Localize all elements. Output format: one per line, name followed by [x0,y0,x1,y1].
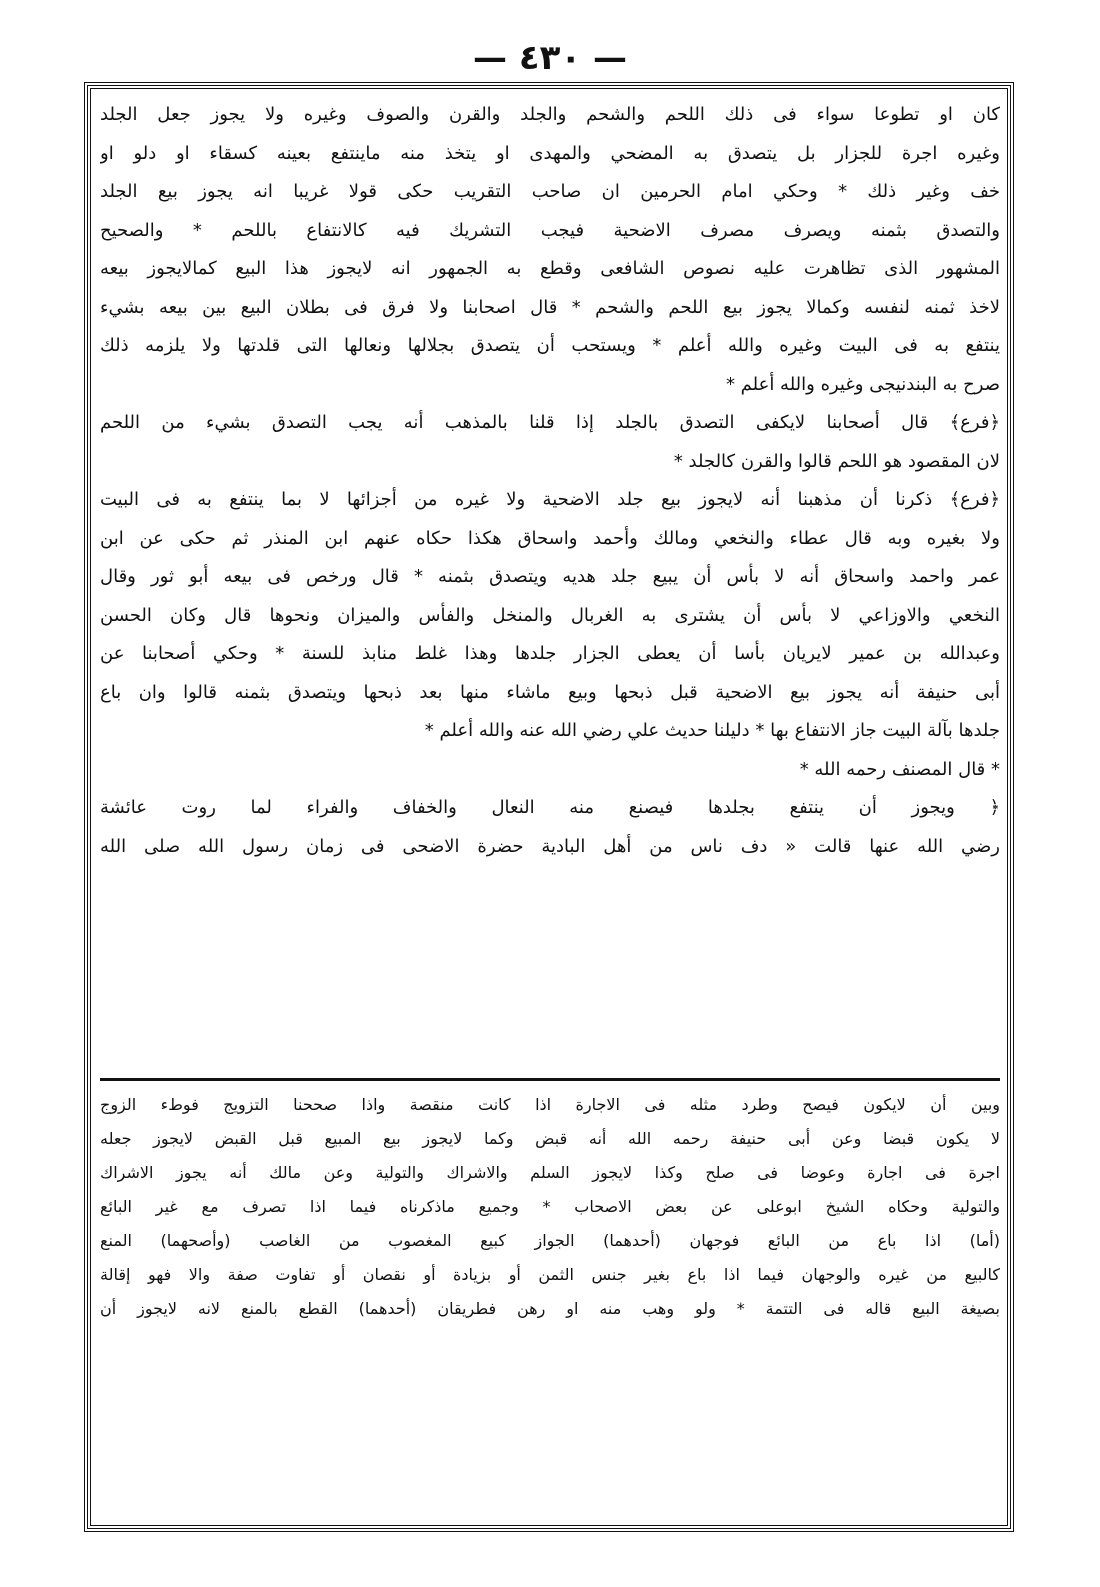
footnote-line: كالبيع من غيره والوجهان فيما اذا باع بغير جنس الثمن أو بزيادة أو نقصان أو تفاوت صفة والا فهو إقالة [100,1265,1000,1284]
section-heading: * قال المصنف رحمه الله * [799,758,1000,780]
text-line: وغيره اجرة للجزار بل يتصدق به المضحي والمهدى او يتخذ منه ماينتفع بعينه كسقاء او دلو او [100,142,1000,164]
text-line: ﴿ ويجوز أن ينتفع بجلدها فيصنع منه النعال والخفاف والفراء لما روت عائشة [100,797,1000,818]
footnote-line: والتولية وحكاه الشيخ ابوعلى عن بعض الاصحاب * وجميع ماذكرناه فيما اذا تصرف مع غير البائع [100,1197,1000,1216]
text-line: لاخذ ثمنه لنفسه وكمالا يجوز بيع اللحم والشحم * قال اصحابنا ولا فرق فى بطلان البيع بين بيعه بشيء [100,296,1000,318]
text-line: جلدها بآلة البيت جاز الانتفاع بها * دليلنا حديث علي رضي الله عنه والله أعلم * [424,720,1000,741]
footnote-line: وبين أن لايكون فيصح وطرد مثله فى الاجارة اذا كانت منقصة واذا صححنا التزويج فوطء الزوج [100,1095,1000,1114]
text-line: لان المقصود هو اللحم قالوا والقرن كالجلد * [673,450,1000,472]
footnote-line: (أما) اذا باع من البائع فوجهان (أحدهما) الجواز كبيع المغصوب من الغاصب (وأصحهما) المنع [100,1231,1000,1250]
text-line: المشهور الذى تظاهرت عليه نصوص الشافعى وقطع به الجمهور انه لايجوز هذا البيع كمالايجوز بيعه [100,258,1000,279]
text-line: صرح به البندنيجى وغيره والله أعلم * [725,373,1000,395]
text-line: النخعي والاوزاعي لا بأس أن يشترى به الغربال والمنخل والفأس والميزان ونحوها قال وكان الحسن [100,604,1000,626]
footnote-text-body [100,1088,1000,1326]
text-line: كان او تطوعا سواء فى ذلك اللحم والشحم والجلد والقرن والصوف وغيره ولا يجوز جعل الجلد [100,104,1000,125]
text-line: خف وغير ذلك * وحكي امام الحرمين ان صاحب التقريب حكى قولا غريبا انه يجوز بيع الجلد [100,181,1000,202]
footnote-separator [100,1078,1000,1081]
text-line: ﴿فرع﴾ قال أصحابنا لايكفى التصدق بالجلد إذا قلنا بالمذهب أنه يجب التصدق بشيء من اللحم [100,412,1000,433]
text-line: أبى حنيفة أنه يجوز بيع الاضحية قبل ذبحها وبيع ماشاء منها بعد ذبحها ويتصدق بثمنه قالوا وان باع [100,681,1000,703]
text-line: ﴿فرع﴾ ذكرنا أن مذهبنا أنه لايجوز بيع جلد الاضحية ولا غيره من أجزائها لا بما ينتفع به فى البيت [100,489,1000,510]
text-line: والتصدق بثمنه ويصرف مصرف الاضحية فيجب التشريك فيه كالانتفاع باللحم * والصحيح [100,219,1000,241]
page-number: — ٤٣٠ — [473,38,627,78]
footnote-line: اجرة فى اجارة وعوضا فى صلح وكذا لايجوز السلم والاشراك والتولية وعن مالك أنه يجوز الاشراك [100,1163,1000,1182]
text-line: عمر واحمد واسحاق أنه لا بأس أن يبيع جلد هديه ويتصدق بثمنه * قال ورخص فى بيعه أبو ثور وقال [100,566,1000,587]
footnote-line: لا يكون قبضا وعن أبى حنيفة رحمه الله أنه قبض وكما لايجوز بيع المبيع قبل القبض لايجوز جعله [100,1129,1000,1148]
main-text-body [100,96,1000,866]
footnote-line: بصيغة البيع قاله فى التتمة * ولو وهب منه او رهن فطريقان (أحدهما) القطع بالمنع لانه لايجوز أن [100,1299,1000,1318]
text-line: رضي الله عنها قالت « دف ناس من أهل البادية حضرة الاضحى فى زمان رسول الله صلى الله [100,835,1000,857]
text-line: ولا بغيره وبه قال عطاء والنخعي ومالك وأحمد واسحاق هكذا حكاه عنهم ابن المنذر ثم حكى عن ابن [100,527,1000,549]
text-line: وعبدالله بن عمير لايريان بأسا أن يعطى الجزار جلدها وهذا غلط منابذ للسنة * وحكي أصحابنا عن [100,643,1000,664]
text-line: ينتفع به فى البيت وغيره والله أعلم * ويستحب أن يتصدق بجلالها ونعالها التى قلدتها ولا يلزمه ذلك [100,335,1000,356]
